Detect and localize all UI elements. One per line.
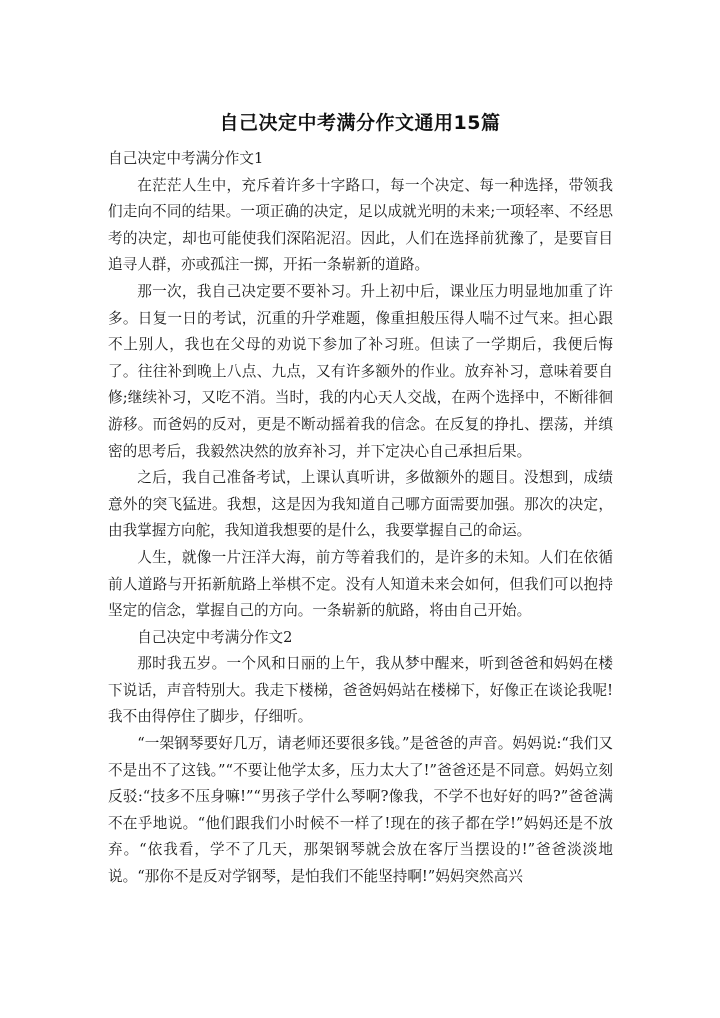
paragraph: 之后，我自己准备考试，上课认真听讲，多做额外的题目。没想到，成绩意外的突飞猛进。我想，这是因为我知道自己哪方面需要加强。那次的决定，由我掌握方向舵，我知道我想要的是什么，我要掌握自己的命运。 — [108, 469, 613, 540]
paragraph: 那时我五岁。一个风和日丽的上午，我从梦中醒来，听到爸爸和妈妈在楼下说话，声音特别大。我走下楼梯，爸爸妈妈站在楼梯下，好像正在谈论我呢!我不由得停住了脚步，仔细听。 — [108, 655, 613, 726]
paragraph: 那一次，我自己决定要不要补习。升上初中后，课业压力明显地加重了许多。日复一日的考试，沉重的升学难题，像重担般压得人喘不过气来。担心跟不上别人，我也在父母的劝说下参加了补习班。但读了一学期后，我便后悔了。往往补到晚上八点、九点，又有许多额外的作业。放弃补习，意味着要自修;继续补习，又吃不消。当时，我的内心天人交战，在两个选择中，不断徘徊游移。而爸妈的反对，更是不断动摇着我的信念。在反复的挣扎、摆荡，并缜密的思考后，我毅然决然的放弃补习，并下定决心自己承担后果。 — [108, 282, 613, 460]
paragraph: 在茫茫人生中，充斥着许多十字路口，每一个决定、每一种选择，带领我们走向不同的结果。一项正确的决定，足以成就光明的未来;一项轻率、不经思考的决定，却也可能使我们深陷泥沼。因此，人们在选择前犹豫了，是要盲目追寻人群，亦或孤注一掷，开拓一条崭新的道路。 — [108, 176, 613, 274]
section-heading-1: 自己决定中考满分作文1 — [108, 150, 264, 167]
document-title: 自己决定中考满分作文通用15篇 — [219, 112, 501, 134]
paragraph: “一架钢琴要好几万，请老师还要很多钱。”是爸爸的声音。妈妈说:“我们又不是出不了这钱。”“不要让他学太多，压力太大了!”爸爸还是不同意。妈妈立刻反驳:“技多不压身嘛!”“男孩子学什么琴啊?像我，不学不也好好的吗?”爸爸满不在乎地说。“他们跟我们小时候不一样了!现在的孩子都在学!”妈妈还是不放弃。“依我看，学不了几天，那架钢琴就会放在客厅当摆设的!”爸爸淡淡地说。“那你不是反对学钢琴，是怕我们不能坚持啊!”妈妈突然高兴 — [108, 735, 613, 886]
paragraph: 人生，就像一片汪洋大海，前方等着我们的，是许多的未知。人们在依循前人道路与开拓新航路上举棋不定。没有人知道未来会如何，但我们可以抱持坚定的信念，掌握自己的方向。一条崭新的航路，将由自己开始。 — [108, 548, 613, 620]
document-body — [108, 146, 613, 891]
section-heading-2: 自己决定中考满分作文2 — [137, 628, 293, 646]
